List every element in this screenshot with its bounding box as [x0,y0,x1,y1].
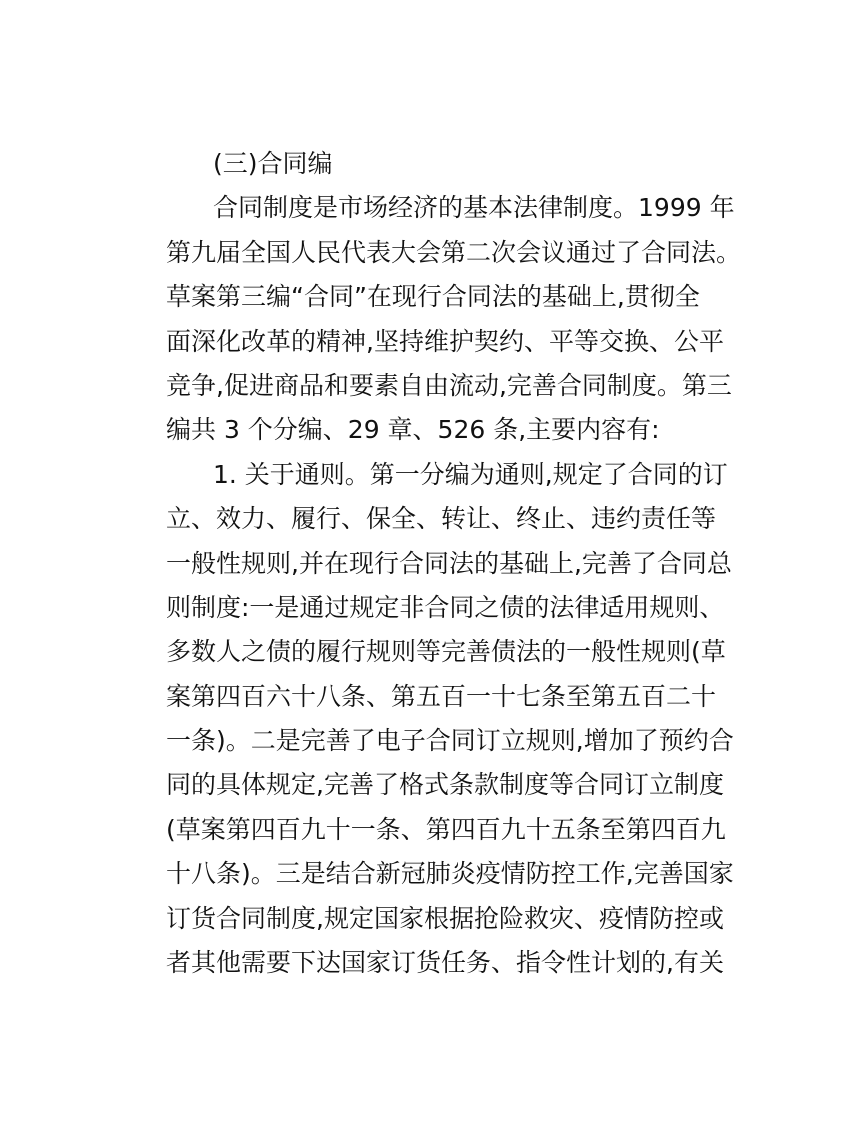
paragraph-line: 面深化改革的精神,坚持维护契约、平等交换、公平 [166,326,724,356]
paragraph-line: 订货合同制度,规定国家根据抢险救灾、疫情防控或 [166,903,724,933]
paragraph-line: 同的具体规定,完善了格式条款制度等合同订立制度 [166,770,724,800]
paragraph-line: 合同制度是市场经济的基本法律制度。1999 年 [213,193,735,223]
paragraph-line: 草案第三编“合同”在现行合同法的基础上,贯彻全 [166,282,700,312]
document-body [166,142,742,985]
paragraph-line: 案第四百六十八条、第五百一十七条至第五百二十 [166,681,717,711]
section-heading: (三)合同编 [213,149,333,178]
paragraph-line: 则制度:一是通过规定非合同之债的法律适用规则、 [166,592,725,622]
paragraph-line: 一条)。二是完善了电子合同订立规则,增加了预约合 [166,726,734,756]
paragraph-line: 十八条)。三是结合新冠肺炎疫情防控工作,完善国家 [166,859,734,889]
paragraph-line: 者其他需要下达国家订货任务、指令性计划的,有关 [166,948,724,978]
paragraph-line: 多数人之债的履行规则等完善债法的一般性规则(草 [166,637,726,667]
paragraph-line: 立、效力、履行、保全、转让、终止、违约责任等 [166,504,717,534]
paragraph-line: (草案第四百九十一条、第四百九十五条至第四百九 [166,814,726,844]
paragraph-line: 一般性规则,并在现行合同法的基础上,完善了合同总 [166,548,732,578]
paragraph-line: 编共 3 个分编、29 章、526 条,主要内容有: [166,415,660,445]
paragraph-line: 1. 关于通则。第一分编为通则,规定了合同的订 [213,459,728,489]
paragraph-line: 竞争,促进商品和要素自由流动,完善合同制度。第三 [166,370,732,400]
paragraph-line: 第九届全国人民代表大会第二次会议通过了合同法。 [166,237,742,267]
